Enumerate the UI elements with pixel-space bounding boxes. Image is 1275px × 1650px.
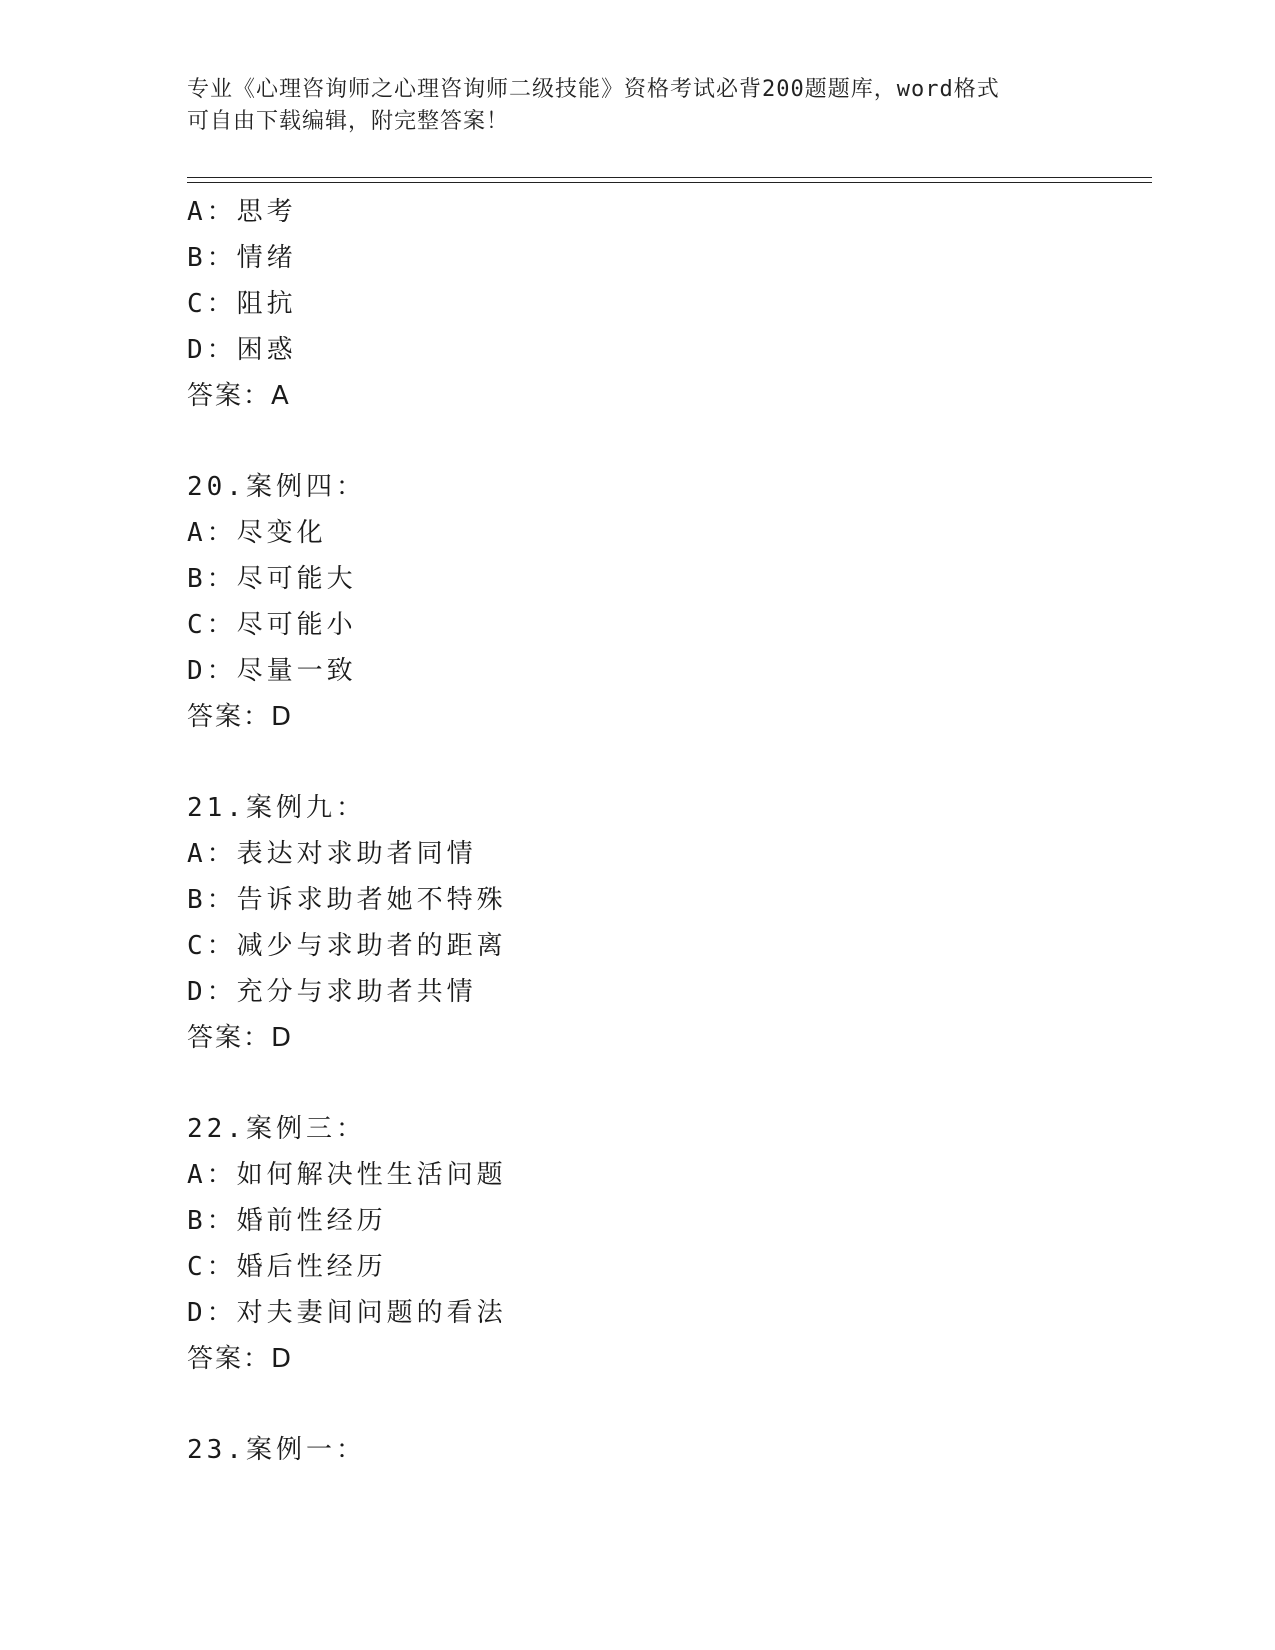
answer-line: 答案：A	[187, 381, 291, 411]
question-list	[187, 189, 1147, 1473]
question-block-22	[187, 1106, 1147, 1382]
answer-line: 答案：D	[187, 1023, 294, 1053]
header-line-2: 可自由下载编辑，附完整答案！	[187, 109, 510, 134]
header-line-1: 专业《心理咨询师之心理咨询师二级技能》资格考试必背200题题库，word格式	[187, 77, 1000, 102]
question-block-23	[187, 1427, 1147, 1473]
question-block-20	[187, 464, 1147, 740]
option-b: B：情绪	[187, 243, 297, 273]
question-title: 23.案例一：	[187, 1435, 366, 1465]
question-block-continued	[187, 189, 1147, 419]
answer-line: 答案：D	[187, 702, 294, 732]
header-divider-top	[187, 177, 1152, 178]
question-title: 22.案例三：	[187, 1114, 366, 1144]
option-b: B：告诉求助者她不特殊	[187, 885, 507, 915]
spacer	[187, 419, 1147, 464]
option-c: C：阻抗	[187, 289, 297, 319]
answer-line: 答案：D	[187, 1344, 294, 1374]
spacer	[187, 740, 1147, 785]
question-block-21	[187, 785, 1147, 1061]
option-d: D：充分与求助者共情	[187, 977, 477, 1007]
option-a: A：思考	[187, 197, 297, 227]
option-d: D：困惑	[187, 335, 297, 365]
question-title: 21.案例九：	[187, 793, 366, 823]
option-c: C：尽可能小	[187, 610, 357, 640]
document-header	[187, 74, 1087, 138]
option-b: B：婚前性经历	[187, 1206, 387, 1236]
spacer	[187, 1382, 1147, 1427]
option-d: D：对夫妻间问题的看法	[187, 1298, 507, 1328]
spacer	[187, 1061, 1147, 1106]
option-c: C：减少与求助者的距离	[187, 931, 507, 961]
option-d: D：尽量一致	[187, 656, 357, 686]
option-b: B：尽可能大	[187, 564, 357, 594]
option-a: A：如何解决性生活问题	[187, 1160, 507, 1190]
header-divider-bottom	[187, 182, 1152, 183]
option-c: C：婚后性经历	[187, 1252, 387, 1282]
question-title: 20.案例四：	[187, 472, 366, 502]
option-a: A：表达对求助者同情	[187, 839, 477, 869]
option-a: A：尽变化	[187, 518, 327, 548]
